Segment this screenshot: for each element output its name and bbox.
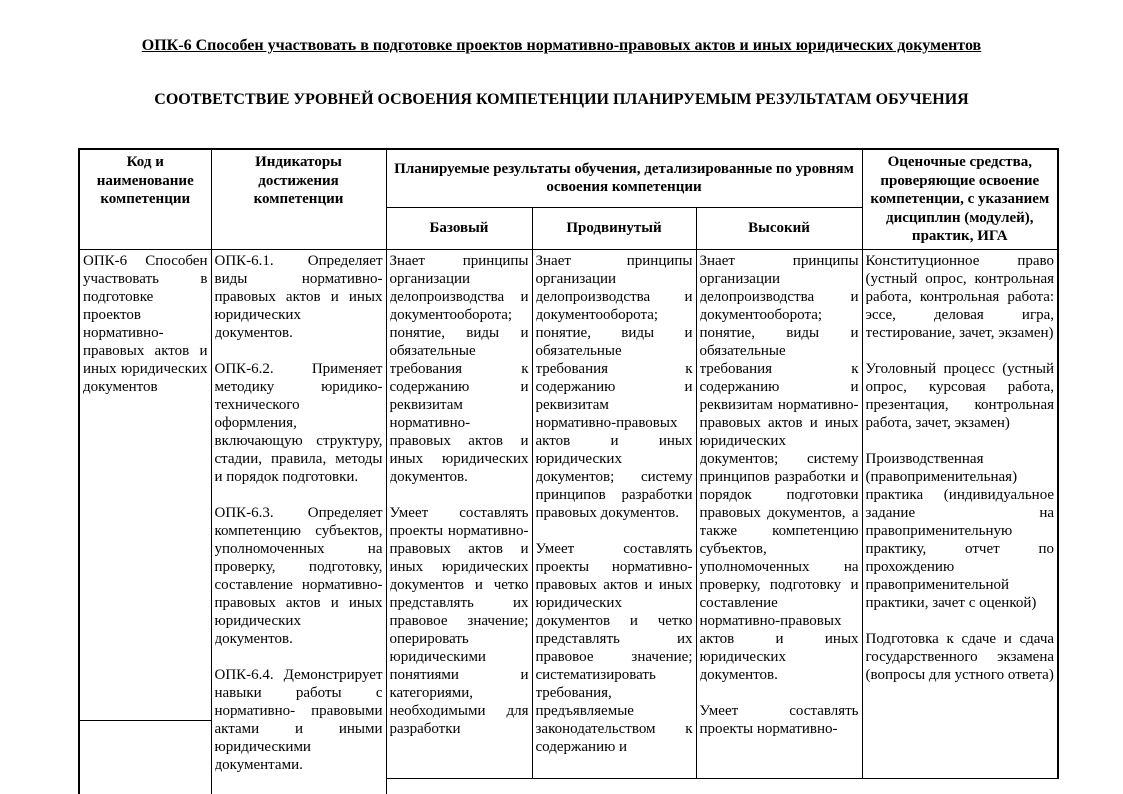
paragraph: Умеет составлять проекты нормативно- [699,702,859,737]
paragraph: ОПК-6.3. Определяет компетенцию субъектов, уполномоченных на проверку, подготовку, составление нормативно-правовых актов и иных юридических документов. [214,504,383,647]
paragraph: Знает принципы организации делопроизводства и документооборота; понятие, виды и обязательные требования к содержанию и реквизитам нормативно-правовых актов и иных юридических документов; систему принципов разработки и порядок подготовки правовых документов, а также компетенцию субъектов, уполномоченных на проверку, подготовку и составление нормативно-правовых актов и иных юридических документов. [699,252,859,683]
header-results-group: Планируемые результаты обучения, детализированные по уровням освоения компетенции [386,149,862,207]
paragraph: Уголовный процесс (устный опрос, курсовая работа, презентация, контрольная работа, зачет, экзамен) [865,360,1055,431]
paragraph: ОПК-6 Способен участвовать в подготовке проектов нормативно-правовых актов и иных юридических документов [83,252,208,395]
paragraph: ОПК-6.4. Демонстрирует навыки работы с нормативно- правовыми актами и иными юридическими документами. [214,666,383,773]
cell-assessment [862,249,1058,778]
cell-split-line [78,720,212,721]
cell-indicators [211,249,386,778]
header-competency: Код и наименование компетенции [79,149,211,249]
doc-title: ОПК-6 Способен участвовать в подготовке проектов нормативно-правовых актов и иных юридических документов [141,37,982,54]
paragraph: ОПК-6.2. Применяет методику юридико-технического оформления, включающую структуру, стадии, правила, методы и порядок подготовки. [214,360,383,485]
header-level-basic: Базовый [386,207,532,249]
header-level-high: Высокий [696,207,862,249]
cell-indicators-text [215,252,383,775]
paragraph: Конституционное право (устный опрос, контрольная работа, контрольная работа: эссе, деловая игра, тестирование, зачет, экзамен) [865,252,1055,341]
border-extension-left [78,767,80,794]
cell-competency-text [83,252,208,775]
paragraph: Умеет составлять проекты нормативно-правовых актов и иных юридических документов и четко представлять их правовое значение; систематизировать требования, предъявляемые законодательством к содержанию и [535,540,693,755]
cell-level-advanced [532,249,696,778]
table-row [79,249,1058,778]
paragraph: Производственная (правоприменительная) практика (индивидуальное задание на правоприменительную практику, отчет по прохождению правоприменительной практики, зачет с оценкой) [865,450,1055,611]
cell-competency [79,249,211,778]
header-indicators: Индикаторы достижения компетенции [211,149,386,249]
paragraph: Знает принципы организации делопроизводства и документооборота; понятие, виды и обязательные требования к содержанию и реквизитам нормативно-правовых актов и иных юридических документов. [389,252,529,485]
cell-high-text [700,252,859,775]
cell-advanced-text [536,252,693,775]
doc-subtitle: СООТВЕТСТВИЕ УРОВНЕЙ ОСВОЕНИЯ КОМПЕТЕНЦИИ ПЛАНИРУЕМЫМ РЕЗУЛЬТАТАМ ОБУЧЕНИЯ [154,91,969,108]
paragraph: Знает принципы организации делопроизводства и документооборота; понятие, виды и обязательные требования к содержанию и реквизитам нормативно-правовых актов и иных юридических документов; систему принципов разработки правовых документов. [535,252,693,521]
paragraph: Подготовка к сдаче и сдача государственного экзамена (вопросы для устного ответа) [865,630,1055,683]
border-extension-col1 [211,767,212,794]
cell-basic-text [390,252,529,775]
border-extension-col2 [386,767,387,794]
cell-assessment-text [866,252,1055,775]
cell-level-high [696,249,862,778]
competency-table-grid [78,148,1059,779]
paragraph: ОПК-6.1. Определяет виды нормативно-правовых актов и иных юридических документов. [214,252,383,341]
header-level-advanced: Продвинутый [532,207,696,249]
competency-table [78,148,1057,779]
paragraph: Умеет составлять проекты нормативно-правовых актов и иных юридических документов и четко представлять их правовое значение; оперировать юридическими понятиями и категориями, необходимыми для разработки [389,504,529,737]
header-assessment: Оценочные средства, проверяющие освоение компетенции, с указанием дисциплин (модулей), практик, ИГА [862,149,1058,249]
cell-level-basic [386,249,532,778]
